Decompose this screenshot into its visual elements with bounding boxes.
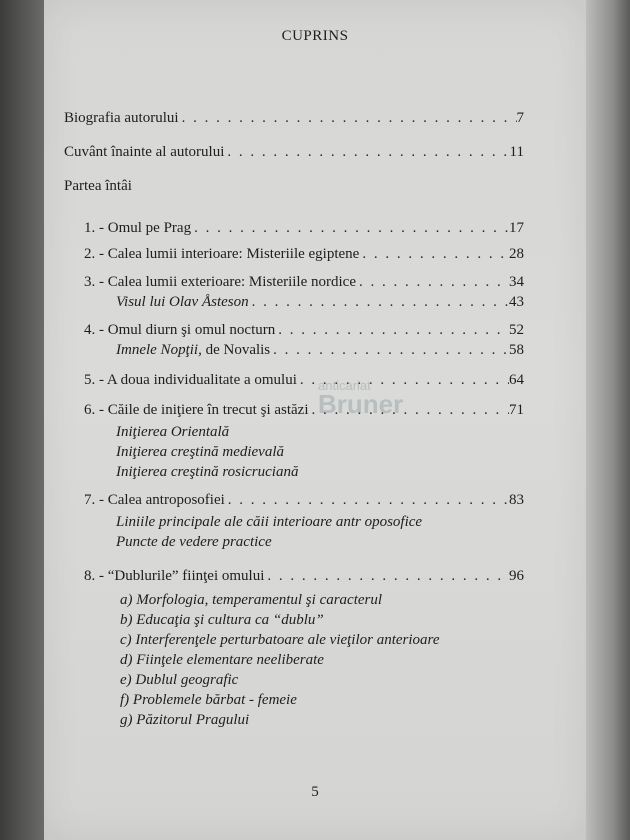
toc-entry-chapter-7: 7. - Calea antroposofiei . . . 83 <box>84 492 524 512</box>
toc-subentry: Puncte de vedere practice <box>116 534 272 550</box>
page-ref: 58 <box>509 342 524 358</box>
page-ref: 83 <box>509 492 524 508</box>
page-ref: 34 <box>509 274 524 290</box>
toc-subentry: b) Educaţia şi cultura ca “dublu” <box>120 612 324 628</box>
page-ref: 28 <box>509 246 524 262</box>
hymns-author: de Novalis <box>201 342 271 358</box>
page-ref: 17 <box>509 220 524 236</box>
toc-entry-chapter-2: 2. - Calea lumii interioare: Misteriile egiptene . . . 28 <box>84 246 524 266</box>
page-ref: 11 <box>509 144 524 160</box>
toc-entry-novalis <box>116 342 524 362</box>
watermark-line-1: anticariat <box>318 378 371 393</box>
toc-entry-biography: Biografia autorului . . . 7 <box>64 110 524 130</box>
leader-dots <box>249 294 509 311</box>
page-ref: 7 <box>516 110 524 126</box>
leader-dots <box>270 342 509 359</box>
toc-subentry: f) Problemele bărbat - femeie <box>120 692 297 708</box>
toc-entry-chapter-6: 6. - Căile de iniţiere în trecut şi astăzi . . . 71 <box>84 402 524 422</box>
page-ref: 64 <box>509 372 524 388</box>
page-ref: 71 <box>509 402 524 418</box>
leader-dots <box>179 110 517 127</box>
page-ref: 43 <box>509 294 524 310</box>
toc-subentry: Liniile principale ale căii interioare antr oposofice <box>116 514 423 530</box>
page-ref: 52 <box>509 322 524 338</box>
leader-dots <box>275 322 509 339</box>
leader-dots <box>224 144 509 161</box>
hymns-title: Imnele Nopţii, <box>116 342 202 358</box>
toc-entry-olav-asteson: Visul lui Olav Åsteson . . . 43 <box>116 294 524 314</box>
toc-entry-foreword: Cuvânt înainte al autorului . . . 11 <box>64 144 524 164</box>
part-heading: Partea întâi <box>64 178 132 194</box>
toc-subentry: d) Fiinţele elementare neeliberate <box>120 652 324 668</box>
toc-subentry: Iniţierea Orientală <box>116 424 230 440</box>
toc-subentry: a) Morfologia, temperamentul şi caracterul <box>120 592 383 608</box>
page-ref: 96 <box>509 568 524 584</box>
leader-dots <box>356 274 509 291</box>
toc-subentry: Iniţierea creştină medievală <box>116 444 285 460</box>
page-title: CUPRINS <box>281 28 349 44</box>
toc-entry-chapter-1: 1. - Omul pe Prag . . . 17 <box>84 220 524 240</box>
toc-subentry: g) Păzitorul Pragului <box>120 712 250 728</box>
book-spine-shadow <box>0 0 44 840</box>
toc-entry-chapter-4: 4. - Omul diurn şi omul nocturn . . . 52 <box>84 322 524 342</box>
page-edge <box>586 0 630 840</box>
toc-entry-chapter-8: 8. - “Dublurile” fiinţei omului . . . 96 <box>84 568 524 588</box>
page-number: 5 <box>311 784 319 800</box>
toc-entry-chapter-5: 5. - A doua individualitate a omului . . . 64 <box>84 372 524 392</box>
leader-dots <box>264 568 509 585</box>
watermark-line-2: Bruner <box>318 389 404 419</box>
toc-entry-chapter-3: 3. - Calea lumii exterioare: Misteriile nordice . . . 34 <box>84 274 524 294</box>
leader-dots <box>225 492 509 509</box>
toc-subentry: e) Dublul geografic <box>120 672 239 688</box>
watermark-logo <box>318 378 403 420</box>
toc-subentry: Iniţierea creştină rosicruciană <box>116 464 299 480</box>
leader-dots <box>359 246 509 263</box>
leader-dots <box>191 220 509 237</box>
toc-subentry: c) Interferenţele perturbatoare ale vieţilor anterioare <box>120 632 440 648</box>
